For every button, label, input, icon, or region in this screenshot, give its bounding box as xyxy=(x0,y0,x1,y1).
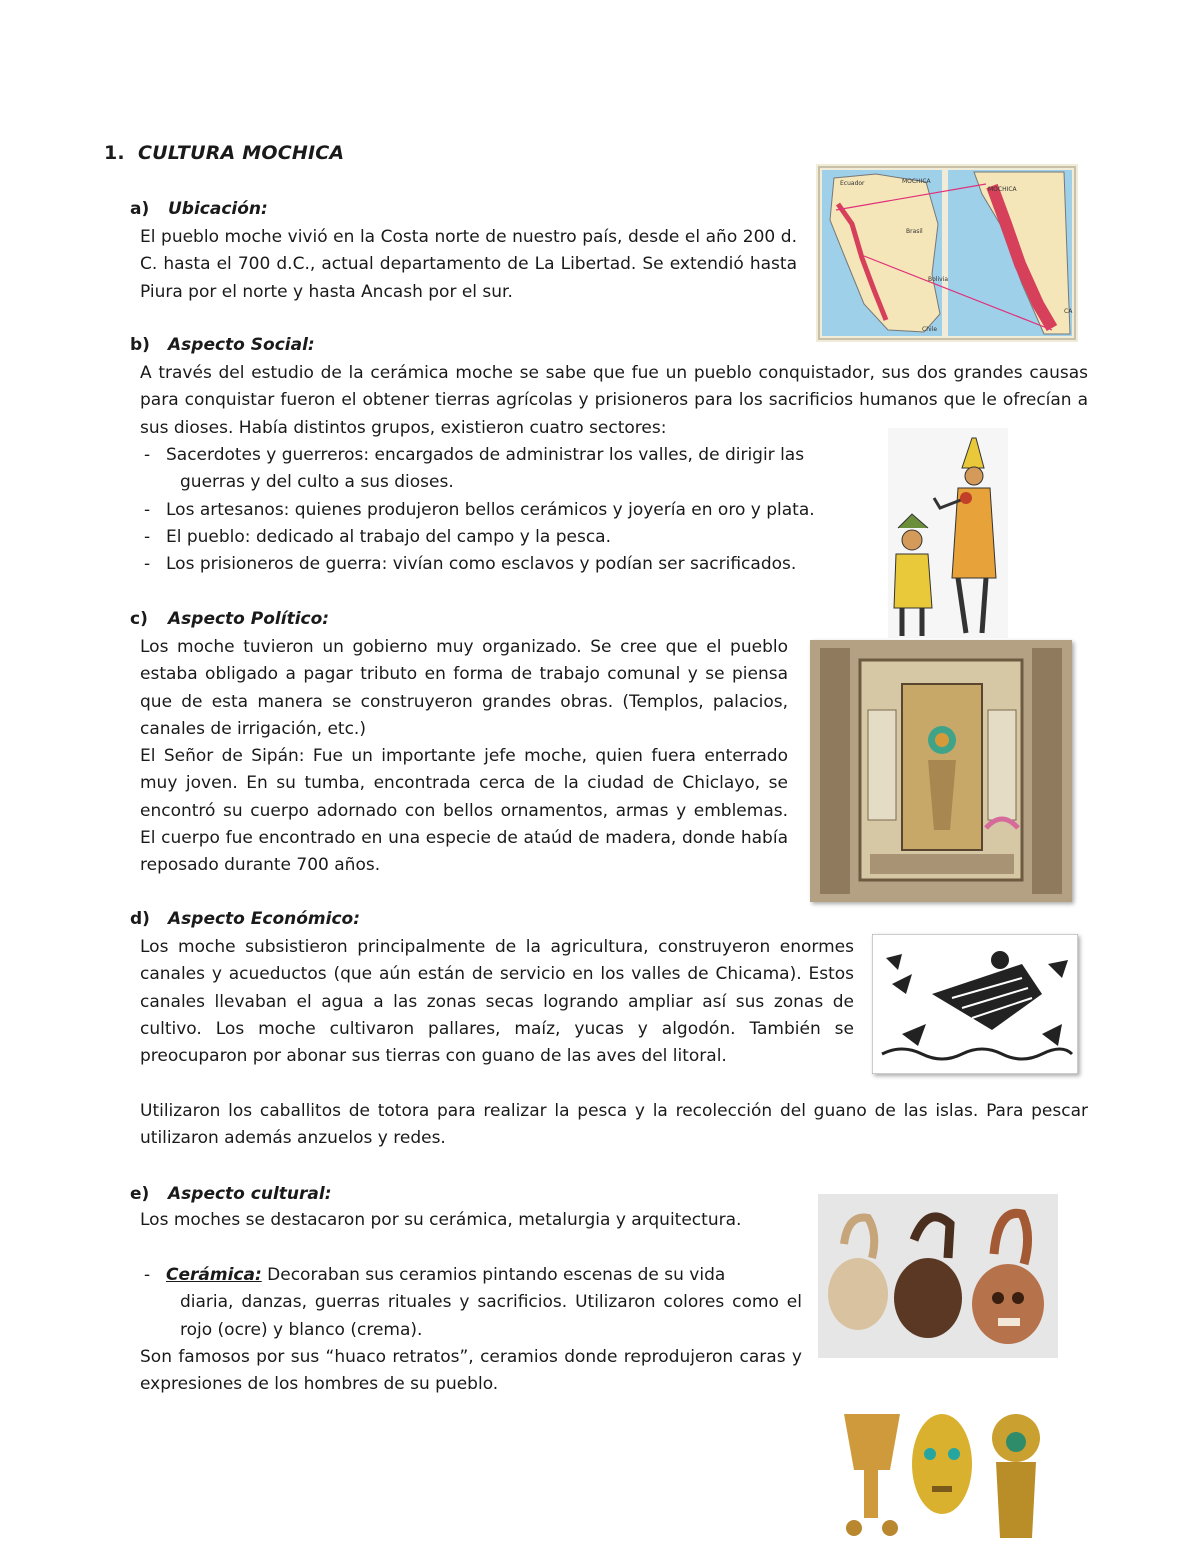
gold-metalwork-photo xyxy=(836,1408,1048,1553)
ceramica-label: Cerámica: xyxy=(166,1265,262,1285)
heading-text: Aspecto Social: xyxy=(168,335,315,355)
map-label-ecuador: Ecuador xyxy=(840,180,865,187)
map-label-brasil: Brasil xyxy=(906,228,923,235)
map-label-ca: CA xyxy=(1064,308,1073,315)
heading-ubicacion xyxy=(130,199,268,219)
list-item xyxy=(140,497,880,524)
list-item-text: El pueblo: dedicado al trabajo del campo y la pesca. xyxy=(166,526,611,547)
cultural-intro-text: Los moches se destacaron por su cerámica, metalurgia y arquitectura. xyxy=(140,1210,742,1230)
sipan-tomb-photo xyxy=(810,640,1072,902)
list-item-text: Sacerdotes y guerreros: encargados de administrar los valles, de dirigir las xyxy=(166,445,805,465)
list-item-cont: guerras y del culto a sus dioses. xyxy=(180,472,454,493)
ceramica-text: Decoraban sus ceramios pintando escenas de su vida xyxy=(267,1265,726,1285)
politico-text-1: Los moche tuvieron un gobierno muy organizado. Se cree que el pueblo estaba obligado a pagar tributo en forma de trabajo comunal y se piensa que de esta manera se construyeron grandes obras. (Templos, palacios, canales de irrigación, etc.) xyxy=(140,637,788,739)
social-intro-text: A través del estudio de la cerámica moche se sabe que fue un pueblo conquistador, sus dos grandes causas para conquistar fueron el obtener tierras agrícolas y prisioneros para los sacrificios humanos que le ofrecían a sus dioses. Había distintos grupos, existieron cuatro sectores: xyxy=(140,363,1088,438)
huaco-paragraph xyxy=(140,1344,802,1399)
heading-social xyxy=(130,335,315,355)
heading-letter: d) xyxy=(130,909,150,929)
section-title xyxy=(104,142,344,164)
list-item xyxy=(140,551,880,578)
ceramica-item xyxy=(140,1262,802,1344)
heading-text: Ubicación: xyxy=(168,199,268,219)
heading-letter: b) xyxy=(130,335,150,355)
map-image xyxy=(816,164,1078,342)
economico-paragraph-2 xyxy=(140,1098,1088,1153)
list-item xyxy=(140,442,880,497)
priests-illustration xyxy=(888,428,1008,638)
heading-text: Aspecto Económico: xyxy=(168,909,361,929)
list-item xyxy=(140,524,880,551)
heading-letter: e) xyxy=(130,1184,150,1204)
heading-letter: a) xyxy=(130,199,150,219)
map-label-bolivia: Bolivia xyxy=(928,276,949,283)
heading-cultural xyxy=(130,1184,332,1204)
politico-text-2: El Señor de Sipán: Fue un importante jefe moche, quien fuera enterrado muy joven. En su tumba, encontrada cerca de la ciudad de Chiclayo, se encontró su cuerpo adornado con bellos ornamentos, armas y emblemas. El cuerpo fue encontrado en una especie de ataúd de madera, donde había reposado durante 700 años. xyxy=(140,746,788,876)
social-list xyxy=(140,442,880,578)
map-label-mochica-zoom: MOCHICA xyxy=(988,186,1017,193)
huaco-ceramics-photo xyxy=(818,1194,1058,1358)
heading-letter: c) xyxy=(130,609,148,629)
ceramica-cont: diaria, danzas, guerras rituales y sacrificios. Utilizaron colores como el rojo (ocre) y blanco (crema). xyxy=(180,1292,802,1340)
list-item-text: Los prisioneros de guerra: vivían como esclavos y podían ser sacrificados. xyxy=(166,554,797,575)
map-label-chile: Chile xyxy=(922,326,938,333)
ubicacion-paragraph xyxy=(140,224,797,306)
heading-politico xyxy=(130,609,329,629)
ubicacion-text: El pueblo moche vivió en la Costa norte de nuestro país, desde el año 200 d. C. hasta el 700 d.C., actual departamento de La Libertad. Se extendió hasta Piura por el norte y hasta Ancash por el sur. xyxy=(140,227,797,302)
heading-economico xyxy=(130,909,360,929)
fishing-drawing xyxy=(872,934,1078,1074)
heading-text: Aspecto cultural: xyxy=(168,1184,332,1204)
heading-text: Aspecto Político: xyxy=(168,609,330,629)
huaco-text: Son famosos por sus “huaco retratos”, ceramios donde reprodujeron caras y expresiones de los hombres de su pueblo. xyxy=(140,1347,802,1395)
list-item-text: Los artesanos: quienes produjeron bellos cerámicos y joyería en oro y plata. xyxy=(166,499,815,520)
economico-text-2: Utilizaron los caballitos de totora para realizar la pesca y la recolección del guano de las islas. Para pescar utilizaron además anzuelos y redes. xyxy=(140,1101,1088,1149)
map-label-mochica: MOCHICA xyxy=(902,178,931,185)
economico-text-1: Los moche subsistieron principalmente de la agricultura, construyeron enormes canales y acueductos (que aún están de servicio en los valles de Chicama). Estos canales llevaban el agua a las zonas secas logrando ampliar así sus zonas de cultivo. Los moche cultivaron pallares, maíz, yucas y algodón. También se preocuparon por abonar sus tierras con guano de las aves del litoral. xyxy=(140,937,854,1067)
politico-paragraph xyxy=(140,634,788,880)
cultural-intro xyxy=(140,1207,800,1234)
economico-paragraph-1 xyxy=(140,934,854,1070)
section-number: 1. xyxy=(104,142,125,164)
section-title-text: CULTURA MOCHICA xyxy=(138,142,345,164)
list-item xyxy=(140,1262,802,1344)
